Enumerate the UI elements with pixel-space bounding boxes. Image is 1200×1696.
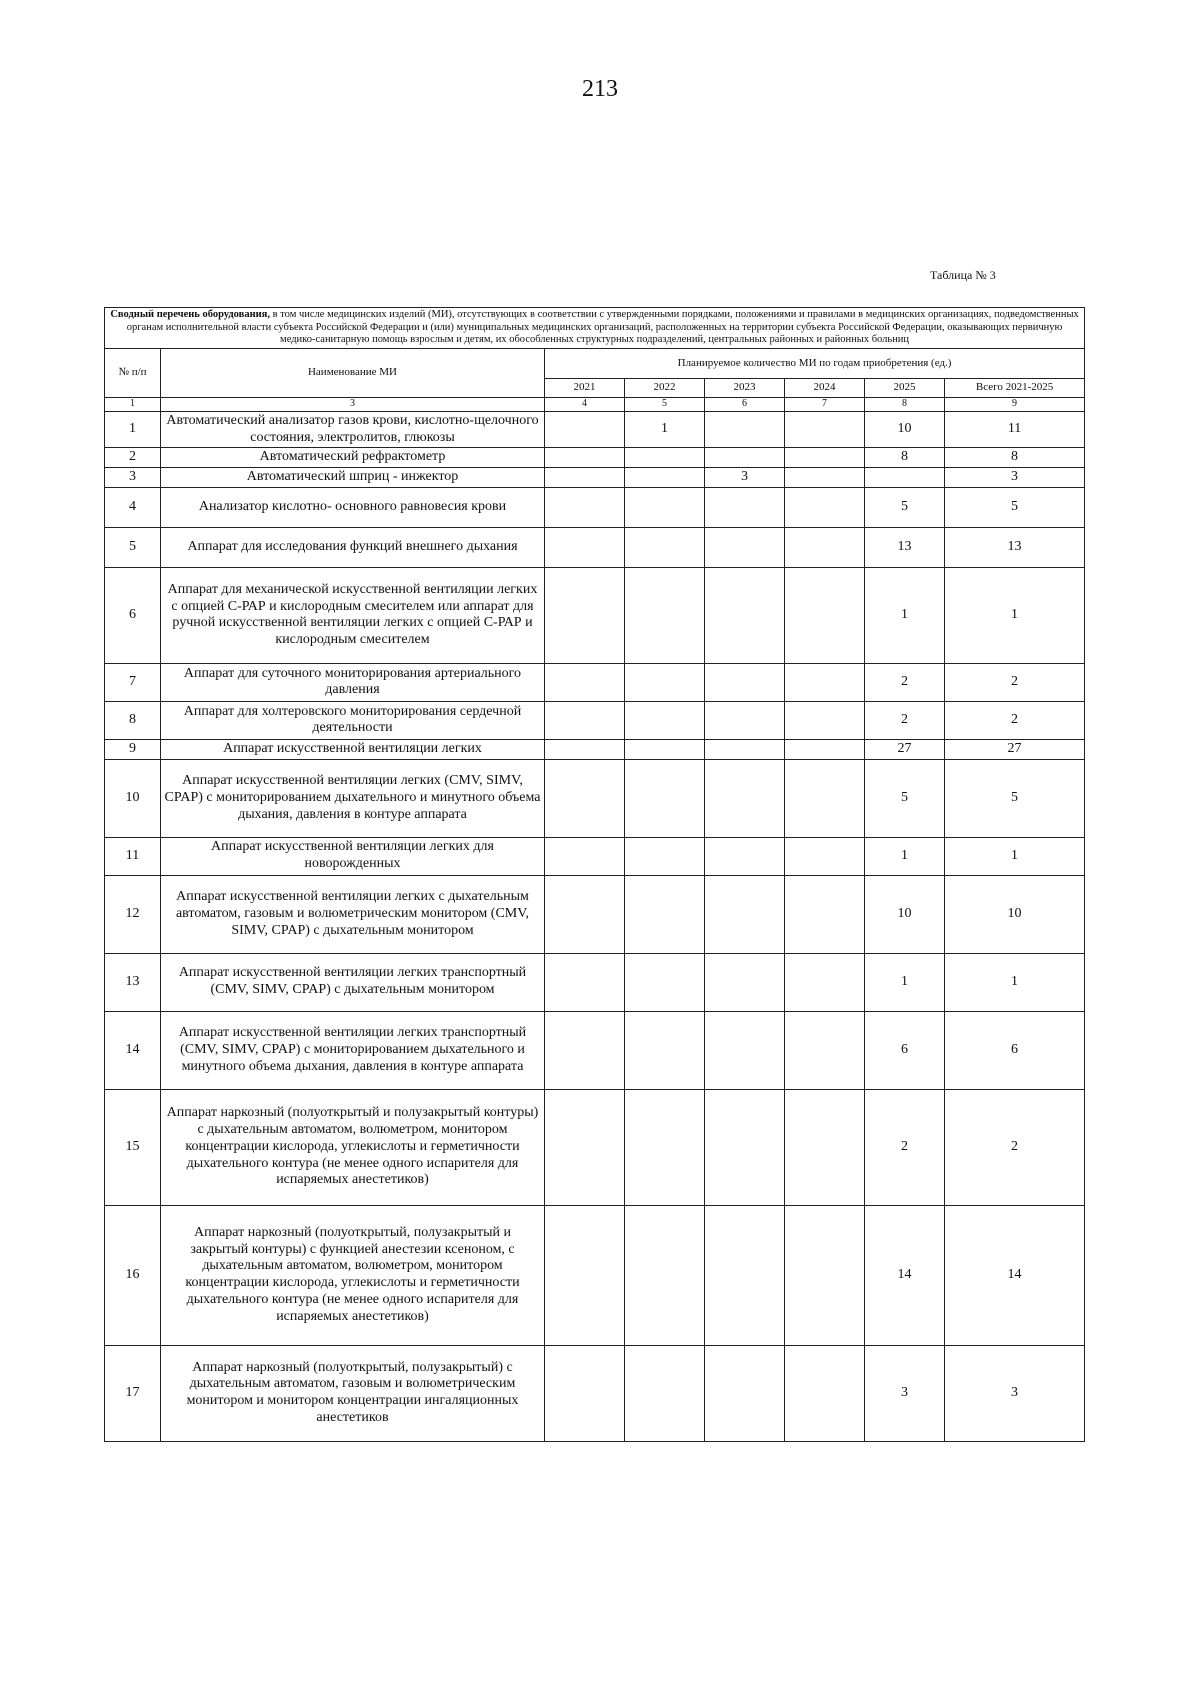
quantity-cell: 1 — [945, 953, 1085, 1011]
table-row — [105, 1345, 1085, 1441]
table-row — [105, 837, 1085, 875]
quantity-cell — [785, 1205, 865, 1345]
row-number: 17 — [105, 1345, 161, 1441]
quantity-cell — [625, 567, 705, 663]
equipment-name: Аппарат наркозный (полуоткрытый, полузакрытый) с дыхательным автоматом, газовым и волюметрическим монитором и монитором концентрации ингаляционных анестетиков — [161, 1345, 545, 1441]
quantity-cell: 5 — [945, 759, 1085, 837]
quantity-cell — [625, 448, 705, 468]
quantity-cell: 2 — [945, 663, 1085, 701]
quantity-cell: 1 — [945, 837, 1085, 875]
table-row — [105, 875, 1085, 953]
table-row — [105, 739, 1085, 759]
quantity-cell — [785, 1089, 865, 1205]
quantity-cell — [705, 1345, 785, 1441]
quantity-cell — [785, 663, 865, 701]
quantity-cell — [785, 953, 865, 1011]
quantity-cell — [625, 663, 705, 701]
equipment-name: Автоматический рефрактометр — [161, 448, 545, 468]
quantity-cell — [705, 953, 785, 1011]
quantity-cell — [705, 701, 785, 739]
equipment-name: Аппарат для холтеровского мониторирования сердечной деятельности — [161, 701, 545, 739]
quantity-cell: 3 — [945, 468, 1085, 488]
equipment-name: Аппарат для механической искусственной вентиляции легких с опцией С-РАР и кислородным смесителем или аппарат для ручной искусственной вентиляции легких с опцией С-РАР и кислородным смесителем — [161, 567, 545, 663]
quantity-cell: 14 — [945, 1205, 1085, 1345]
quantity-cell: 27 — [865, 739, 945, 759]
quantity-cell — [705, 875, 785, 953]
table-row — [105, 663, 1085, 701]
table-row — [105, 1089, 1085, 1205]
quantity-cell — [785, 487, 865, 527]
header-year-2022: 2022 — [625, 378, 705, 397]
quantity-cell: 1 — [865, 567, 945, 663]
row-number: 5 — [105, 527, 161, 567]
quantity-cell — [625, 701, 705, 739]
quantity-cell: 2 — [945, 701, 1085, 739]
row-number: 13 — [105, 953, 161, 1011]
header-total: Всего 2021-2025 — [945, 378, 1085, 397]
col-number: 1 — [105, 397, 161, 411]
quantity-cell — [545, 527, 625, 567]
quantity-cell — [545, 448, 625, 468]
quantity-cell — [545, 837, 625, 875]
row-number: 12 — [105, 875, 161, 953]
quantity-cell: 5 — [945, 487, 1085, 527]
quantity-cell — [545, 759, 625, 837]
quantity-cell — [785, 739, 865, 759]
equipment-name: Автоматический шприц - инжектор — [161, 468, 545, 488]
quantity-cell — [625, 953, 705, 1011]
quantity-cell — [545, 875, 625, 953]
quantity-cell — [705, 663, 785, 701]
quantity-cell — [705, 487, 785, 527]
row-number: 16 — [105, 1205, 161, 1345]
quantity-cell: 3 — [705, 468, 785, 488]
quantity-cell: 1 — [625, 411, 705, 448]
quantity-cell — [545, 701, 625, 739]
quantity-cell: 2 — [865, 701, 945, 739]
quantity-cell: 13 — [945, 527, 1085, 567]
quantity-cell — [705, 527, 785, 567]
quantity-cell — [705, 1011, 785, 1089]
quantity-cell: 1 — [945, 567, 1085, 663]
col-number: 7 — [785, 397, 865, 411]
quantity-cell — [785, 411, 865, 448]
equipment-name: Аппарат искусственной вентиляции легких — [161, 739, 545, 759]
row-number: 6 — [105, 567, 161, 663]
equipment-name: Аппарат искусственной вентиляции легких для новорожденных — [161, 837, 545, 875]
equipment-table — [104, 307, 1085, 1442]
quantity-cell — [625, 875, 705, 953]
quantity-cell — [625, 739, 705, 759]
col-number: 3 — [161, 397, 545, 411]
quantity-cell — [625, 468, 705, 488]
quantity-cell: 13 — [865, 527, 945, 567]
quantity-cell — [785, 875, 865, 953]
table-label: Таблица № 3 — [930, 268, 996, 282]
table-row — [105, 527, 1085, 567]
quantity-cell: 10 — [865, 411, 945, 448]
header-planned: Планируемое количество МИ по годам приобретения (ед.) — [545, 348, 1085, 378]
row-number: 2 — [105, 448, 161, 468]
quantity-cell — [705, 759, 785, 837]
quantity-cell: 3 — [865, 1345, 945, 1441]
equipment-name: Автоматический анализатор газов крови, кислотно-щелочного состояния, электролитов, глюкозы — [161, 411, 545, 448]
quantity-cell — [545, 567, 625, 663]
col-number: 8 — [865, 397, 945, 411]
table-row — [105, 468, 1085, 488]
quantity-cell — [545, 1205, 625, 1345]
col-number: 9 — [945, 397, 1085, 411]
quantity-cell — [785, 837, 865, 875]
quantity-cell: 27 — [945, 739, 1085, 759]
header-name: Наименование МИ — [161, 348, 545, 397]
quantity-cell — [785, 1011, 865, 1089]
row-number: 15 — [105, 1089, 161, 1205]
equipment-name: Аппарат для суточного мониторирования артериального давления — [161, 663, 545, 701]
quantity-cell: 8 — [865, 448, 945, 468]
header-year-2025: 2025 — [865, 378, 945, 397]
quantity-cell: 6 — [945, 1011, 1085, 1089]
quantity-cell — [545, 1011, 625, 1089]
quantity-cell — [625, 759, 705, 837]
table-row — [105, 1011, 1085, 1089]
equipment-name: Аппарат наркозный (полуоткрытый, полузакрытый и закрытый контуры) с функцией анестезии ксеноном, с дыхательным автоматом, волюметром, монитором концентрации кислорода, углекислоты и герметичности дыхательного контура (не менее одного испарителя для испаряемых анестетиков) — [161, 1205, 545, 1345]
quantity-cell — [785, 1345, 865, 1441]
header-year-2021: 2021 — [545, 378, 625, 397]
row-number: 7 — [105, 663, 161, 701]
quantity-cell: 2 — [865, 1089, 945, 1205]
col-number: 5 — [625, 397, 705, 411]
equipment-name: Аппарат для исследования функций внешнего дыхания — [161, 527, 545, 567]
quantity-cell — [625, 837, 705, 875]
quantity-cell — [785, 567, 865, 663]
quantity-cell — [865, 468, 945, 488]
quantity-cell: 2 — [865, 663, 945, 701]
quantity-cell — [625, 1205, 705, 1345]
quantity-cell — [625, 1345, 705, 1441]
table-row — [105, 448, 1085, 468]
quantity-cell — [785, 701, 865, 739]
table-row — [105, 953, 1085, 1011]
quantity-cell — [705, 739, 785, 759]
row-number: 1 — [105, 411, 161, 448]
page-number: 213 — [582, 76, 618, 102]
equipment-name: Аппарат искусственной вентиляции легких транспортный (CMV, SIMV, CPAP) с дыхательным монитором — [161, 953, 545, 1011]
quantity-cell — [705, 1205, 785, 1345]
equipment-name: Аппарат искусственной вентиляции легких (CMV, SIMV, CPAP) с мониторированием дыхательного и минутного объема дыхания, давления в контуре аппарата — [161, 759, 545, 837]
table-row — [105, 487, 1085, 527]
quantity-cell — [705, 1089, 785, 1205]
caption-bold: Сводный перечень оборудования, — [110, 309, 270, 320]
row-number: 11 — [105, 837, 161, 875]
col-number: 4 — [545, 397, 625, 411]
quantity-cell — [785, 527, 865, 567]
quantity-cell — [705, 567, 785, 663]
quantity-cell — [705, 837, 785, 875]
table-row — [105, 759, 1085, 837]
quantity-cell — [625, 527, 705, 567]
row-number: 8 — [105, 701, 161, 739]
row-number: 9 — [105, 739, 161, 759]
caption-rest: в том числе медицинских изделий (МИ), отсутствующих в соответствии с утвержденными порядками, положениями и правилами в медицинских организациях, подведомственных органам исполнительной власти субъекта Российской Федерации и (или) муниципальных медицинских организаций, расположенных на территории субъекта Российской Федерации, оказывающих первичную медико-санитарную помощь взрослым и детям, их обособленных структурных подразделений, центральных районных и районных больниц — [126, 309, 1079, 346]
row-number: 4 — [105, 487, 161, 527]
quantity-cell — [705, 411, 785, 448]
quantity-cell: 10 — [865, 875, 945, 953]
quantity-cell: 1 — [865, 837, 945, 875]
quantity-cell — [545, 953, 625, 1011]
table-row — [105, 567, 1085, 663]
row-number: 10 — [105, 759, 161, 837]
quantity-cell — [705, 448, 785, 468]
table-caption — [105, 308, 1085, 349]
quantity-cell: 14 — [865, 1205, 945, 1345]
row-number: 3 — [105, 468, 161, 488]
quantity-cell: 10 — [945, 875, 1085, 953]
quantity-cell — [785, 448, 865, 468]
quantity-cell — [545, 1345, 625, 1441]
quantity-cell — [545, 468, 625, 488]
quantity-cell: 1 — [865, 953, 945, 1011]
equipment-name: Аппарат наркозный (полуоткрытый и полузакрытый контуры) с дыхательным автоматом, волюметром, монитором концентрации кислорода, углекислоты и герметичности дыхательного контура (не менее одного испарителя для испаряемых анестетиков) — [161, 1089, 545, 1205]
quantity-cell: 6 — [865, 1011, 945, 1089]
table-row — [105, 1205, 1085, 1345]
quantity-cell: 8 — [945, 448, 1085, 468]
quantity-cell: 2 — [945, 1089, 1085, 1205]
quantity-cell — [545, 663, 625, 701]
quantity-cell — [625, 487, 705, 527]
equipment-name: Аппарат искусственной вентиляции легких с дыхательным автоматом, газовым и волюметрическим монитором (CMV, SIMV, CPAP) с дыхательным монитором — [161, 875, 545, 953]
row-number: 14 — [105, 1011, 161, 1089]
quantity-cell — [625, 1089, 705, 1205]
header-num: № п/п — [105, 348, 161, 397]
header-year-2024: 2024 — [785, 378, 865, 397]
quantity-cell — [545, 739, 625, 759]
quantity-cell — [545, 411, 625, 448]
equipment-name: Анализатор кислотно- основного равновесия крови — [161, 487, 545, 527]
equipment-name: Аппарат искусственной вентиляции легких транспортный (CMV, SIMV, CPAP) с мониторированием дыхательного и минутного объема дыхания, давления в контуре аппарата — [161, 1011, 545, 1089]
quantity-cell — [785, 468, 865, 488]
quantity-cell — [785, 759, 865, 837]
quantity-cell: 11 — [945, 411, 1085, 448]
quantity-cell — [545, 1089, 625, 1205]
col-number: 6 — [705, 397, 785, 411]
table-row — [105, 411, 1085, 448]
quantity-cell — [625, 1011, 705, 1089]
quantity-cell: 5 — [865, 759, 945, 837]
quantity-cell — [545, 487, 625, 527]
quantity-cell: 5 — [865, 487, 945, 527]
quantity-cell: 3 — [945, 1345, 1085, 1441]
table-row — [105, 701, 1085, 739]
header-year-2023: 2023 — [705, 378, 785, 397]
